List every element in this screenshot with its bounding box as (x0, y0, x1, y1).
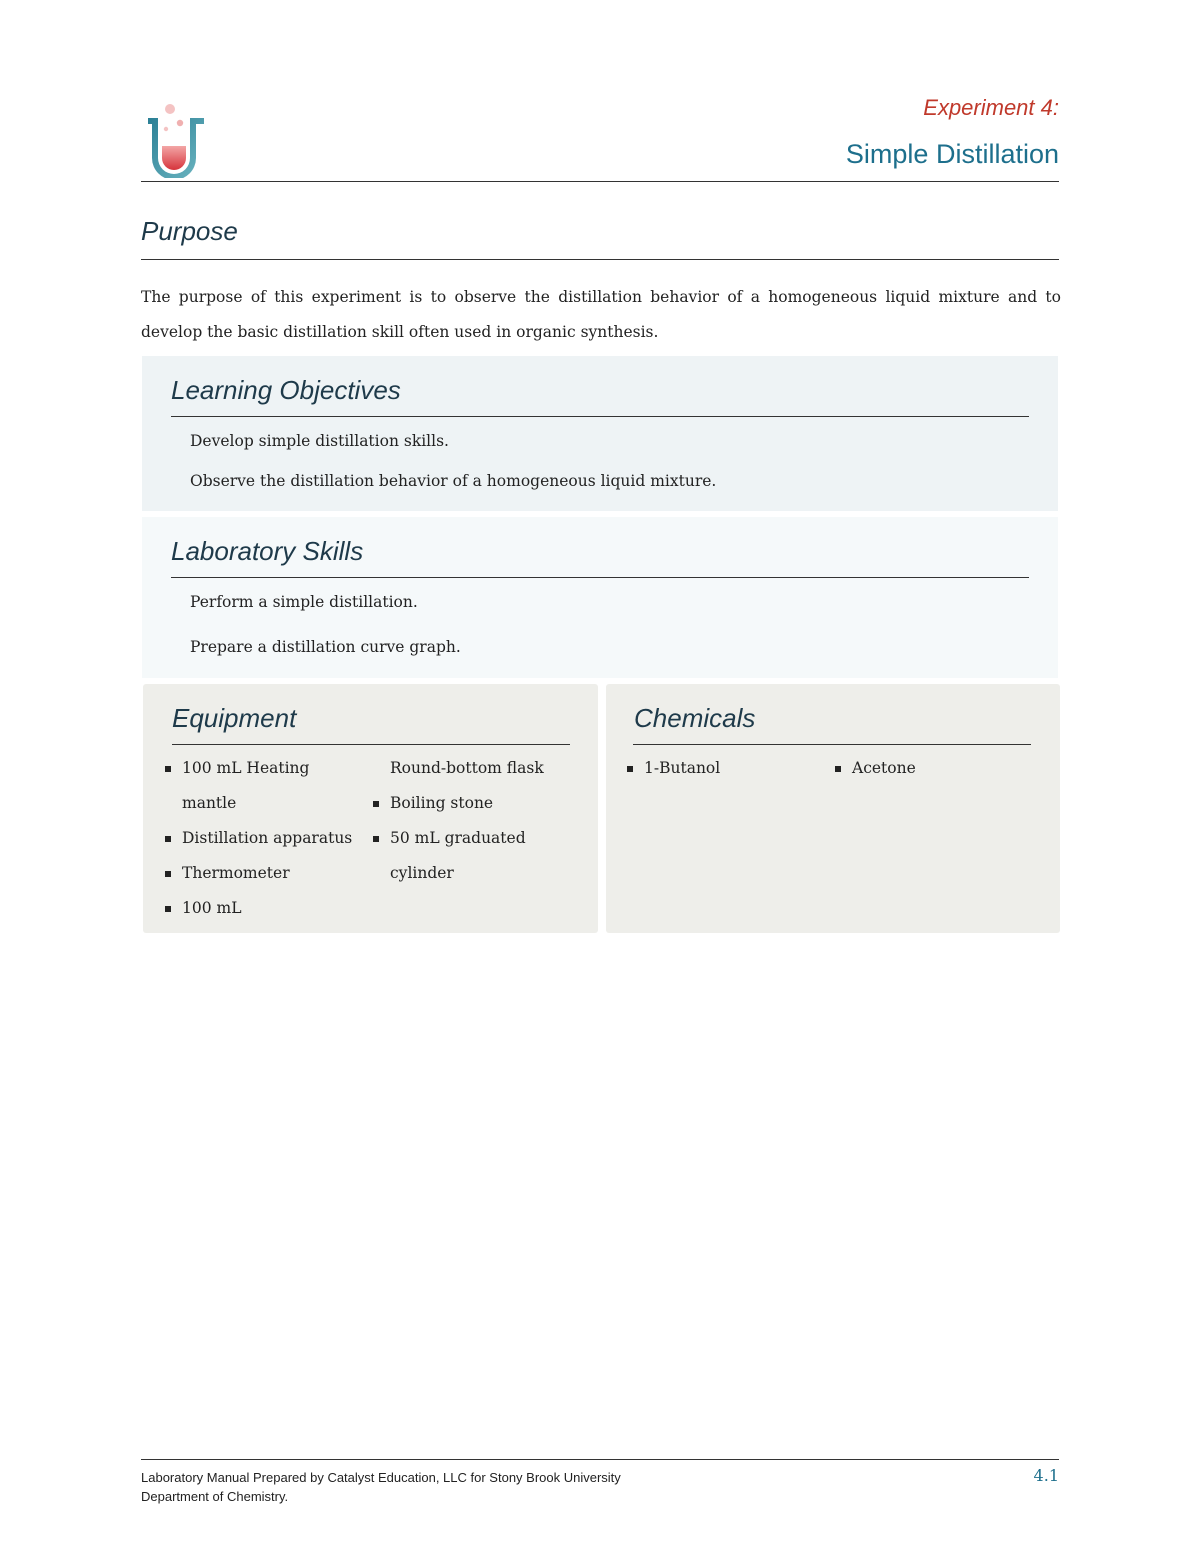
footer-divider (141, 1459, 1059, 1460)
bullet-icon (165, 906, 171, 912)
purpose-text: The purpose of this experiment is to observe the distillation behavior of a homogeneous liquid mixture and to develop the basic distillation skill often used in organic synthesis. (141, 288, 1061, 341)
chemicals-panel (606, 684, 1060, 933)
list-item: 50 mL graduated (373, 821, 583, 856)
skill-item: Prepare a distillation curve graph. (190, 638, 461, 656)
list-item: Boiling stone (373, 786, 583, 821)
bullet-icon (835, 766, 841, 772)
page-number: 4.1 (1033, 1466, 1059, 1485)
chemicals-list-right (835, 751, 1025, 786)
equipment-panel (143, 684, 598, 933)
learning-objectives-divider (171, 416, 1029, 417)
learning-objectives-heading: Learning Objectives (171, 375, 401, 405)
footer-line-1: Laboratory Manual Prepared by Catalyst Education, LLC for Stony Brook University (141, 1470, 621, 1485)
list-item: 100 mL (165, 891, 365, 926)
flask-logo-icon (144, 100, 206, 178)
experiment-number: Experiment 4: (923, 95, 1059, 120)
experiment-title: Simple Distillation (845, 139, 1059, 169)
bullet-icon (373, 836, 379, 842)
objective-item: Observe the distillation behavior of a homogeneous liquid mixture. (190, 472, 717, 490)
footer-credit (141, 1468, 741, 1506)
skill-item: Perform a simple distillation. (190, 593, 418, 611)
learning-objectives-panel (142, 356, 1058, 511)
purpose-heading: Purpose (141, 216, 238, 246)
equipment-heading: Equipment (172, 703, 297, 733)
list-item: Thermometer (165, 856, 365, 891)
bullet-icon (165, 836, 171, 842)
list-item: Distillation apparatus (165, 821, 365, 856)
laboratory-skills-panel (142, 517, 1058, 678)
chemicals-list-left (627, 751, 817, 786)
chemicals-divider (633, 744, 1031, 745)
laboratory-skills-divider (171, 577, 1029, 578)
bullet-icon (373, 801, 379, 807)
objective-item: Develop simple distillation skills. (190, 432, 449, 450)
list-item: Round-bottom flask (390, 759, 544, 777)
equipment-list-left (165, 751, 365, 926)
purpose-divider (141, 259, 1059, 260)
list-item: cylinder (390, 864, 454, 882)
equipment-list-right (373, 751, 583, 891)
list-item: 100 mL Heating (165, 751, 365, 786)
list-item: 1-Butanol (627, 751, 817, 786)
equipment-divider (172, 744, 570, 745)
chemicals-heading: Chemicals (634, 703, 756, 733)
footer-line-2: Department of Chemistry. (141, 1489, 289, 1504)
header-divider (141, 181, 1059, 182)
laboratory-skills-heading: Laboratory Skills (171, 536, 364, 566)
list-item: Acetone (835, 751, 1025, 786)
bullet-icon (165, 871, 171, 877)
list-item: mantle (182, 794, 237, 812)
bullet-icon (627, 766, 633, 772)
bullet-icon (165, 766, 171, 772)
